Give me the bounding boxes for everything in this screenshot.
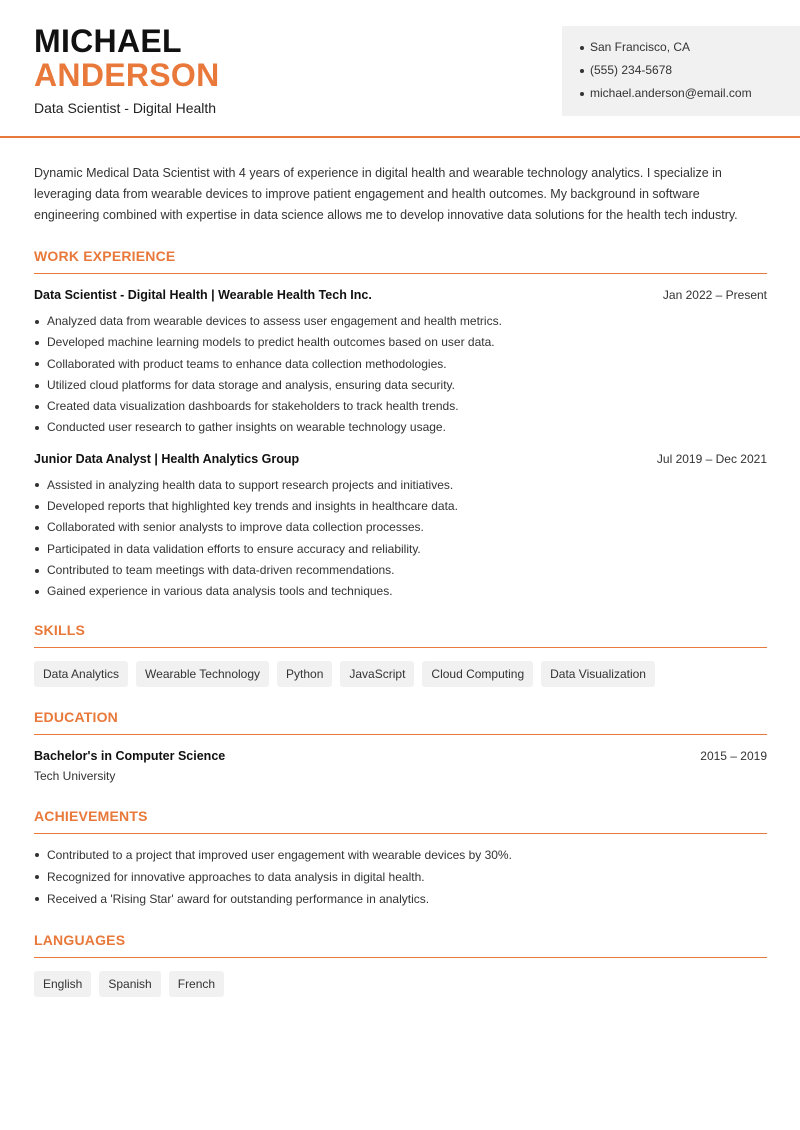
language-chip: English [34,971,91,997]
job-entry [34,288,767,439]
resume-body [34,163,767,997]
contact-location [580,36,800,59]
list-item: Collaborated with product teams to enhance data collection methodologies. [34,354,767,375]
skill-chip: Data Analytics [34,661,128,687]
bullet-icon [35,341,39,345]
phone-text: (555) 234-5678 [590,63,673,77]
job-heading: Data Scientist - Digital Health | Wearable Health Tech Inc. [34,288,372,302]
bullet-icon [35,362,39,366]
list-item: Contributed to a project that improved user engagement with wearable devices by 30%. [34,844,767,866]
job-dates: Jan 2022 – Present [662,288,767,302]
bullet-icon [35,320,39,324]
location-text: San Francisco, CA [590,40,691,54]
list-item: Analyzed data from wearable devices to assess user engagement and health metrics. [34,311,767,332]
bullet-icon [35,853,39,857]
contact-email [580,82,800,105]
list-item: Collaborated with senior analysts to improve data collection processes. [34,517,767,538]
skill-chip: JavaScript [340,661,414,687]
contact-box [562,26,800,116]
list-item: Developed machine learning models to predict health outcomes based on user data. [34,332,767,353]
skills-list [34,661,767,687]
job-title: Data Scientist - Digital Health [34,100,217,116]
section-title-work: WORK EXPERIENCE [34,248,767,274]
list-item: Received a 'Rising Star' award for outstanding performance in analytics. [34,888,767,910]
summary: Dynamic Medical Data Scientist with 4 years of experience in digital health and wearable technology analytics. I specialize in leveraging data from wearable devices to improve patient engagement and health outcomes. My background in software engineering combined with expertise in data science allows me to develop innovative data solutions for the health tech industry. [34,166,738,222]
skill-chip: Cloud Computing [422,661,533,687]
last-name: ANDERSON [34,57,220,93]
degree: Bachelor's in Computer Science [34,748,226,763]
list-item: Participated in data validation efforts to ensure accuracy and reliability. [34,539,767,560]
education-dates: 2015 – 2019 [700,748,767,763]
skills-section [34,622,767,687]
bullet-icon [35,405,39,409]
language-chip: French [169,971,224,997]
email-text: michael.anderson@email.com [590,86,752,100]
bullet-icon [35,897,39,901]
languages-section [34,932,767,997]
skill-chip: Wearable Technology [136,661,269,687]
job-heading: Junior Data Analyst | Health Analytics Group [34,451,300,466]
section-title-skills: SKILLS [34,622,767,648]
list-item: Assisted in analyzing health data to support research projects and initiatives. [34,475,767,496]
section-title-education: EDUCATION [34,709,767,735]
bullet-icon [35,875,39,879]
language-chip: Spanish [99,971,160,997]
bullet-icon [35,526,39,530]
bullet-icon [580,69,584,73]
bullet-icon [35,569,39,573]
list-item: Recognized for innovative approaches to data analysis in digital health. [34,866,767,888]
list-item: Created data visualization dashboards for stakeholders to track health trends. [34,396,767,417]
skill-chip: Data Visualization [541,661,655,687]
list-item: Utilized cloud platforms for data storage and analysis, ensuring data security. [34,375,767,396]
job-dates: Jul 2019 – Dec 2021 [656,451,767,466]
bullet-icon [35,483,39,487]
education-section [34,709,767,783]
list-item: Contributed to team meetings with data-driven recommendations. [34,560,767,581]
skill-chip: Python [277,661,332,687]
contact-phone [580,59,800,82]
bullet-icon [580,92,584,96]
list-item: Developed reports that highlighted key trends and insights in healthcare data. [34,496,767,517]
bullet-icon [35,590,39,594]
work-section [34,248,767,603]
list-item: Conducted user research to gather insights on wearable technology usage. [34,417,767,438]
school-name: Tech University [34,768,116,783]
section-title-achievements: ACHIEVEMENTS [34,808,767,834]
bullet-icon [35,505,39,509]
bullet-icon [35,384,39,388]
job-entry [34,452,767,603]
languages-list [34,971,767,997]
achievements-section [34,808,767,910]
bullet-icon [35,426,39,430]
bullet-icon [580,46,584,50]
section-title-languages: LANGUAGES [34,932,767,958]
bullet-icon [35,547,39,551]
first-name: MICHAEL [34,23,182,59]
resume-header [0,0,800,138]
list-item: Gained experience in various data analysis tools and techniques. [34,581,767,602]
